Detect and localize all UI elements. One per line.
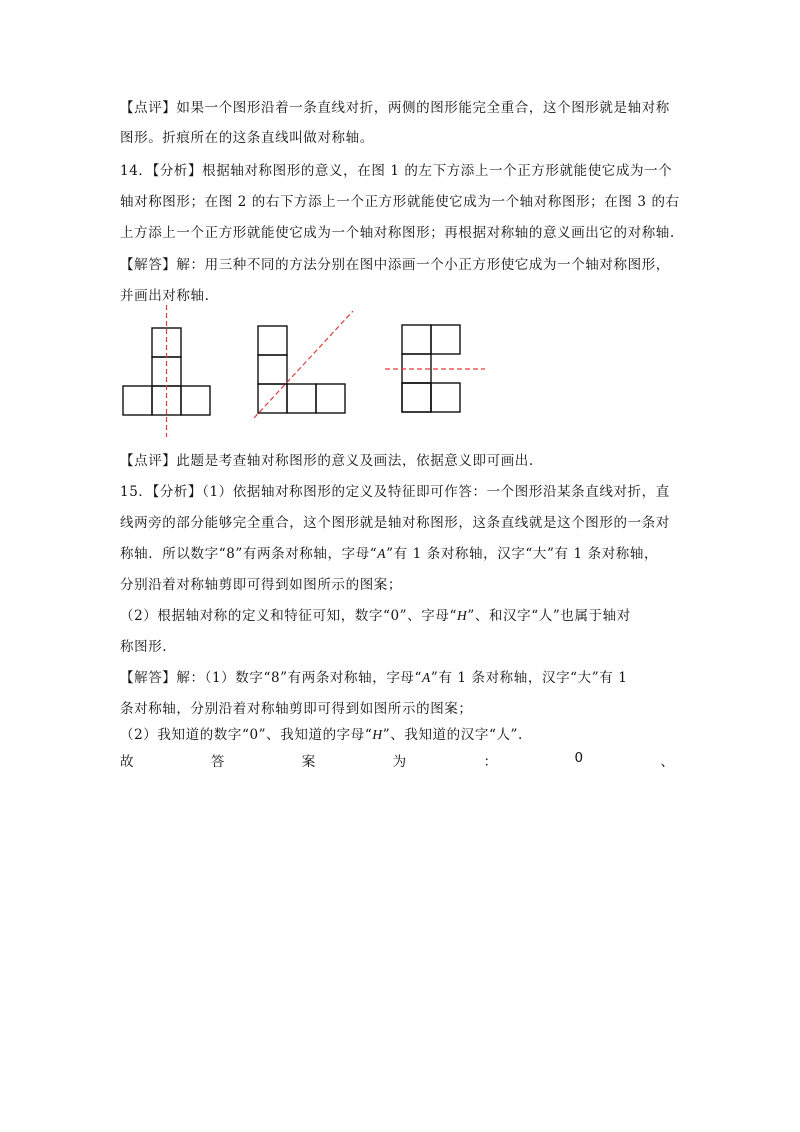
fig1-square-right bbox=[181, 386, 210, 415]
text-line-16: 条对称轴，分别沿着对称轴剪即可得到如图所示的图案； bbox=[120, 701, 473, 717]
figure-2 bbox=[254, 311, 353, 418]
text-line-11 bbox=[120, 542, 658, 562]
fig3-square-top-left bbox=[402, 325, 431, 354]
text-line-13-a: （2）根据轴对称的定义和特征可知，数字“0”、字母“ bbox=[120, 608, 457, 624]
letter-h-2: H bbox=[372, 727, 383, 742]
text-line-10: 线两旁的部分能够完全重合，这个图形就是轴对称图形，这条直线就是这个图形的一条对 bbox=[120, 515, 670, 531]
fig3-square-mid-lower bbox=[402, 383, 431, 412]
text-line-9: 15．【分析】（1）依据轴对称图形的定义及特征即可作答：一个图形沿某条直线对折，直 bbox=[120, 484, 670, 500]
text-line-7: 并画出对称轴. bbox=[120, 288, 210, 304]
text-line-15-a: 【解答】解：（1）数字“8”有两条对称轴，字母“ bbox=[120, 670, 423, 686]
letter-a-2: A bbox=[422, 670, 431, 685]
answer-char-2: 答 bbox=[210, 754, 225, 770]
fig3-square-top-right bbox=[431, 325, 460, 354]
fig1-square-left bbox=[123, 386, 152, 415]
text-line-1: 【点评】如果一个图形沿着一条直线对折，两侧的图形能完全重合，这个图形就是轴对称 bbox=[120, 100, 670, 116]
text-line-17 bbox=[120, 723, 523, 743]
answer-char-3: 案 bbox=[301, 754, 316, 770]
text-line-13-c: ”、和汉字“人”也属于轴对 bbox=[467, 608, 631, 624]
text-line-3: 14．【分析】根据轴对称图形的意义，在图 1 的左下方添上一个正方形就能使它成为一个 bbox=[120, 163, 673, 179]
fig2-square-bottom-center bbox=[287, 384, 316, 413]
symmetry-figures bbox=[0, 0, 800, 460]
text-line-17-c: ”、我知道的汉字“人”. bbox=[382, 727, 523, 743]
answer-char-7: 、 bbox=[660, 754, 674, 770]
letter-h: H bbox=[456, 608, 468, 623]
text-line-13 bbox=[120, 604, 631, 624]
text-line-15-c: ”有 1 条对称轴，汉字“大”有 1 bbox=[430, 670, 628, 686]
answer-char-5: ： bbox=[483, 754, 498, 770]
answer-char-4: 为 bbox=[392, 754, 407, 770]
figure-3 bbox=[385, 325, 485, 412]
text-line-11-a: 称轴．所以数字“8”有两条对称轴，字母“ bbox=[120, 546, 378, 562]
text-line-14: 称图形. bbox=[120, 639, 168, 655]
text-line-5: 上方添上一个正方形就能使它成为一个轴对称图形；再根据对称轴的意义画出它的对称轴. bbox=[120, 225, 675, 241]
fig2-square-top bbox=[258, 326, 287, 355]
text-line-8: 【点评】此题是考查轴对称图形的意义及画法，依据意义即可画出. bbox=[120, 453, 534, 469]
answer-char-6: 0 bbox=[574, 750, 584, 766]
text-line-2: 图形。折痕所在的这条直线叫做对称轴。 bbox=[120, 130, 374, 146]
answer-char-1: 故 bbox=[120, 754, 134, 770]
letter-a: A bbox=[377, 546, 387, 561]
figure-1 bbox=[123, 305, 210, 437]
text-line-11-c: ”有 1 条对称轴，汉字“大”有 1 条对称轴， bbox=[386, 546, 659, 562]
text-line-15 bbox=[120, 666, 627, 686]
fig2-square-bottom-right bbox=[316, 384, 345, 413]
text-line-6: 【解答】解：用三种不同的方法分别在图中添画一个小正方形使它成为一个轴对称图形， bbox=[120, 257, 670, 273]
fig3-square-bottom-right bbox=[431, 383, 460, 412]
text-line-17-a: （2）我知道的数字“0”、我知道的字母“ bbox=[120, 727, 373, 743]
fig2-symmetry-axis bbox=[254, 311, 353, 418]
answer-line bbox=[120, 750, 674, 770]
fig3-square-bottom-left bbox=[402, 383, 431, 412]
text-line-12: 分别沿着对称轴剪即可得到如图所示的图案； bbox=[120, 577, 402, 593]
text-line-4: 轴对称图形；在图 2 的右下方添上一个正方形就能使它成为一个轴对称图形；在图 3 的右 bbox=[120, 194, 680, 210]
fig2-square-mid bbox=[258, 355, 287, 384]
